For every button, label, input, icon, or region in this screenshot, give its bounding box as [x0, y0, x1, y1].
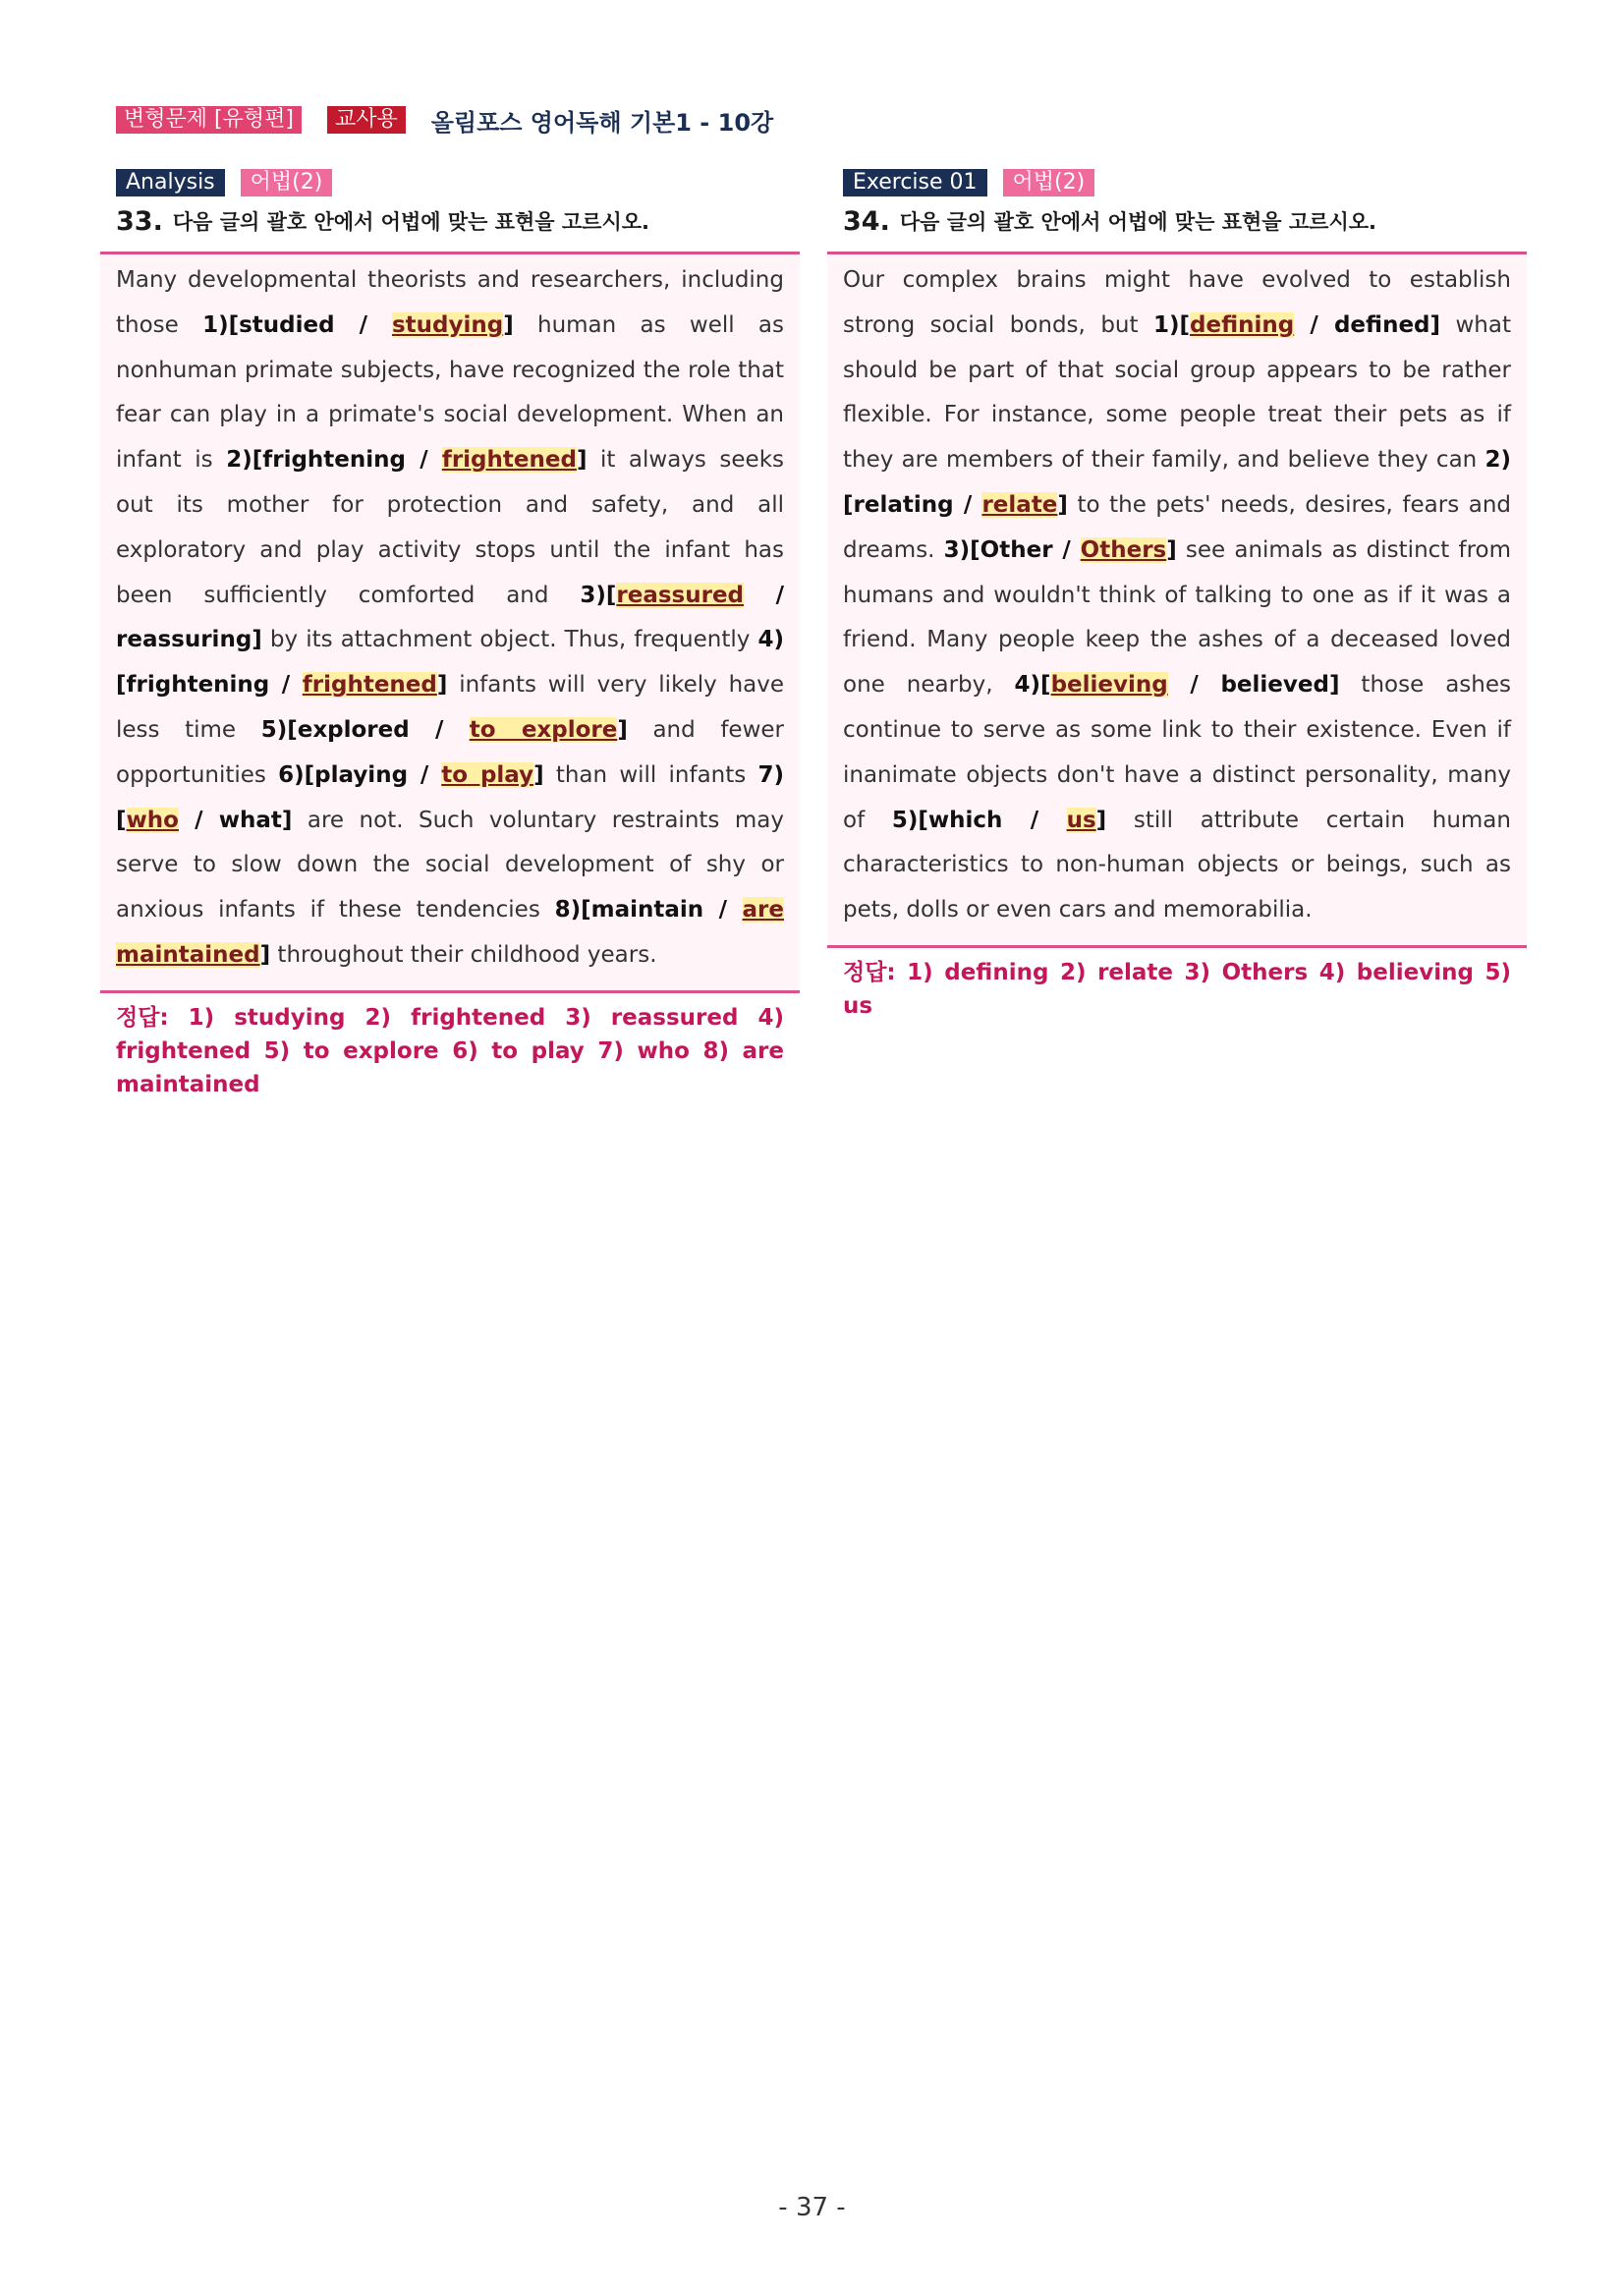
question-text: 다음 글의 괄호 안에서 어법에 맞는 표현을 고르시오. [899, 210, 1377, 234]
bracket-close: ] [503, 311, 514, 338]
bracket-close: ] [533, 761, 544, 788]
passage-segment: still attribute certain human characteristics to non-human objects or beings, such as pets, dolls or even cars and memorabilia. [843, 807, 1511, 924]
left-column [100, 167, 800, 1101]
bracket-close: ] [1166, 536, 1177, 563]
answer-mark: who [126, 807, 179, 833]
answer-mark: us [1066, 807, 1096, 833]
passage-segment: and fewer opportunities [116, 716, 785, 788]
bracket-close: / reassuring] [116, 582, 784, 653]
bracket-close: ] [1057, 491, 1068, 518]
question-number: 33. [116, 205, 163, 237]
bracket-close: ] [617, 716, 628, 743]
question-line [116, 200, 800, 242]
bracket-close: ] [436, 672, 448, 699]
passage-segment: it always seeks out its mother for protection and safety, and all exploratory and play activity stops until the infant has been sufficiently comforted and [116, 447, 785, 608]
question-line [843, 200, 1527, 242]
blank-4: 4)[frightening / [116, 627, 784, 699]
passage-segment: those ashes continue to serve as some link to their existence. Even if inanimate objects don't have a distinct personality, many of [843, 672, 1511, 833]
answer-mark: are maintained [116, 897, 784, 968]
passage-box [827, 252, 1527, 948]
passage-segment: than will infants [543, 761, 758, 788]
blank-3: 3)[ [580, 582, 617, 608]
answer-mark: frightened [441, 447, 577, 474]
page-number: - 37 - [778, 2193, 846, 2222]
bracket-close: ] [259, 941, 271, 968]
passage-text [116, 258, 784, 979]
bracket-close: ] [1095, 807, 1107, 833]
question-number: 34. [843, 205, 890, 237]
answer-mark: frightened [302, 672, 437, 699]
bracket-close: ] [576, 447, 588, 474]
passage-segment: what should be part of that social group appears to be rather flexible. For instance, some people treat their pets as if they are members of their family, and believe they can [843, 311, 1511, 474]
answer-mark: reassured [616, 582, 745, 608]
blank-8: 8)[maintain / [554, 897, 743, 924]
passage-segment: human as well as nonhuman primate subjects, have recognized the role that fear can play in a primate's social development. When an infant is [116, 311, 784, 474]
bracket-close: / believed] [1167, 672, 1340, 699]
passage-segment: throughout their childhood years. [270, 941, 657, 968]
answer-mark: believing [1050, 672, 1168, 699]
passage-box [100, 252, 800, 993]
answer-key: 정답: 1) defining 2) relate 3) Others 4) believing 5) us [843, 959, 1511, 1019]
answer-mark: Others [1080, 536, 1167, 563]
right-labels [843, 167, 1527, 198]
blank-5: 5)[explored / [260, 716, 470, 743]
question-text: 다음 글의 괄호 안에서 어법에 맞는 표현을 고르시오. [172, 210, 650, 234]
answer-key: 정답: 1) studying 2) frightened 3) reassured 4) frightened 5) to explore 6) to play 7) who 8) are maintained [116, 1004, 784, 1097]
blank-4: 4)[ [1014, 672, 1051, 699]
passage-segment: by its attachment object. Thus, frequently [261, 627, 758, 653]
type-tag: 변형문제 [유형편] [116, 106, 302, 134]
passage-segment: to the pets' needs, desires, fears and dreams. [843, 491, 1511, 563]
answer-mark: relate [981, 491, 1058, 518]
answer-mark: defining [1190, 311, 1295, 338]
answer-mark: studying [391, 311, 504, 338]
passage-text [843, 258, 1511, 933]
bracket-close: / what] [178, 807, 293, 833]
right-column [827, 167, 1527, 1023]
answer-mark: to explore [469, 716, 618, 743]
grammar-label: 어법(2) [241, 169, 333, 196]
blank-7: 7)[ [116, 761, 784, 833]
passage-segment: are not. Such voluntary restraints may serve to slow down the social development of shy or anxious infants if these tendencies [116, 807, 784, 924]
blank-3: 3)[Other / [943, 536, 1081, 563]
blank-1: 1)[ [1152, 311, 1191, 338]
blank-2: 2)[frightening / [226, 447, 442, 474]
blank-5: 5)[which / [891, 807, 1067, 833]
passage-segment: infants will very likely have less time [116, 672, 784, 743]
analysis-label: Analysis [116, 169, 225, 196]
passage-segment: see animals as distinct from humans and wouldn't think of talking to one as if it was a friend. Many people keep the ashes of a deceased loved one nearby, [843, 536, 1511, 699]
exercise-label: Exercise 01 [843, 169, 987, 196]
header-title: 올림포스 영어독해 기본1 - 10강 [430, 108, 774, 137]
passage-segment: Many developmental theorists and researchers, including those [116, 267, 784, 338]
page-header [116, 102, 773, 138]
blank-6: 6)[playing / [278, 761, 442, 788]
grammar-label: 어법(2) [1003, 169, 1095, 196]
answer-mark: to play [441, 761, 534, 788]
passage-segment: Our complex brains might have evolved to establish strong social bonds, but [843, 267, 1511, 338]
blank-1: 1)[studied / [202, 311, 392, 338]
teacher-tag: 교사용 [327, 106, 406, 134]
bracket-close: / defined] [1294, 311, 1441, 338]
blank-2: 2)[relating / [843, 447, 1511, 518]
left-labels [116, 167, 800, 198]
